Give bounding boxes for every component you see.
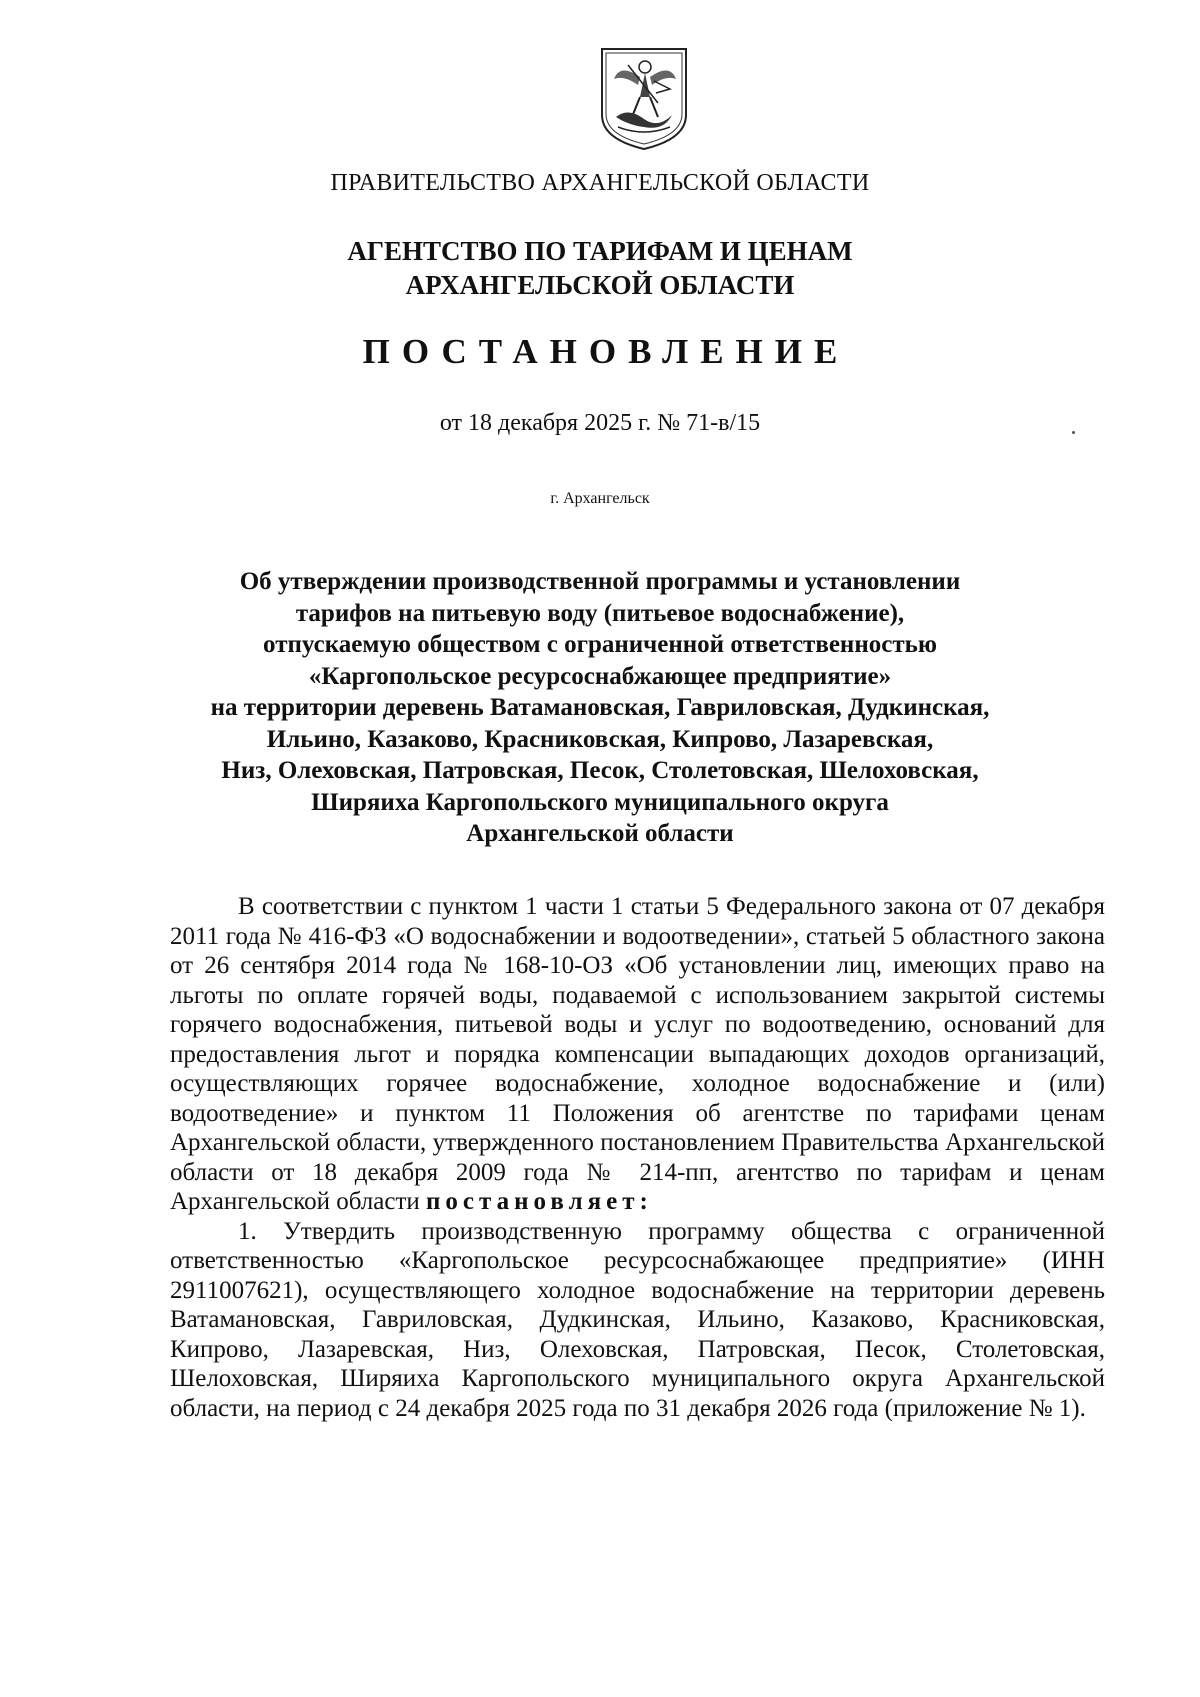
preamble-paragraph: [170, 892, 1105, 1217]
title-line: отпускаемую обществом с ограниченной ответственностью: [263, 631, 937, 658]
title-line: Об утверждении производственной программы и установлении: [239, 568, 961, 595]
title-line: Низ, Олеховская, Патровская, Песок, Столетовская, Шелоховская,: [221, 757, 979, 784]
arkhangelsk-coat-of-arms-icon: [598, 45, 690, 152]
city: г. Архангельск: [550, 490, 650, 507]
scan-speck: [1072, 431, 1075, 434]
title-line: «Каргопольское ресурсоснабжающее предприятие»: [308, 662, 892, 690]
title-line: Ильино, Казаково, Красниковская, Кипрово, Лазаревская,: [266, 725, 934, 753]
document-title: [0, 566, 1200, 850]
preamble-text: В соответствии с пунктом 1 части 1 статьи 5 Федерального закона от 07 декабря 2011 года № 416-ФЗ «О водоснабжении и водоотведении», статьей 5 областного закона от 26 сентября 2014 года № 168-10-ОЗ «Об установлении лиц, имеющих право на льготы по оплате горячей воды, подаваемой с использованием закрытой системы горячего водоснабжения, питьевой воды и услуг по водоотведению, оснований для предоставления льгот и порядка компенсации выпадающих доходов организаций, осуществляющих горячее водоснабжение, холодное водоснабжение и (или) водоотведение» и пунктом 11 Положения об агентстве по тарифами ценам Архангельской области, утвержденного постановлением Правительства Архангельской области от 18 декабря 2009 года № 214-пп, агентство по тарифам и ценам Архангельской области: [170, 893, 1105, 1215]
title-line: Ширяиха Каргопольского муниципального округа: [311, 788, 889, 816]
agency-name-line: АРХАНГЕЛЬСКОЙ ОБЛАСТИ: [405, 270, 795, 300]
document-type: ПОСТАНОВЛЕНИЕ: [362, 332, 850, 371]
government-name: ПРАВИТЕЛЬСТВО АРХАНГЕЛЬСКОЙ ОБЛАСТИ: [330, 170, 870, 196]
agency-name: [0, 234, 1200, 302]
title-line: Архангельской области: [466, 820, 734, 847]
decides-keyword: постановляет:: [426, 1188, 653, 1215]
title-line: на территории деревень Ватамановская, Гавриловская, Дудкинская,: [210, 694, 990, 721]
agency-name-line: АГЕНТСТВО ПО ТАРИФАМ И ЦЕНАМ: [347, 236, 853, 266]
document-body: [170, 892, 1105, 1423]
date-and-number: от 18 декабря 2025 г. № 71-в/15: [439, 410, 761, 436]
item-1-paragraph: 1. Утвердить производственную программу общества с ограниченной ответственностью «Каргопольское ресурсоснабжающее предприятие» (ИНН 2911007621), осуществляющего холодное водоснабжение на территории деревень Ватамановская, Гавриловская, Дудкинская, Ильино, Казаково, Красниковская, Кипрово, Лазаревская, Низ, Олеховская, Патровская, Песок, Столетовская, Шелоховская, Ширяиха Каргопольского муниципального округа Архангельской области, на период с 24 декабря 2025 года по 31 декабря 2026 года (приложение № 1).: [170, 1217, 1105, 1422]
title-line: тарифов на питьевую воду (питьевое водоснабжение),: [295, 599, 905, 627]
